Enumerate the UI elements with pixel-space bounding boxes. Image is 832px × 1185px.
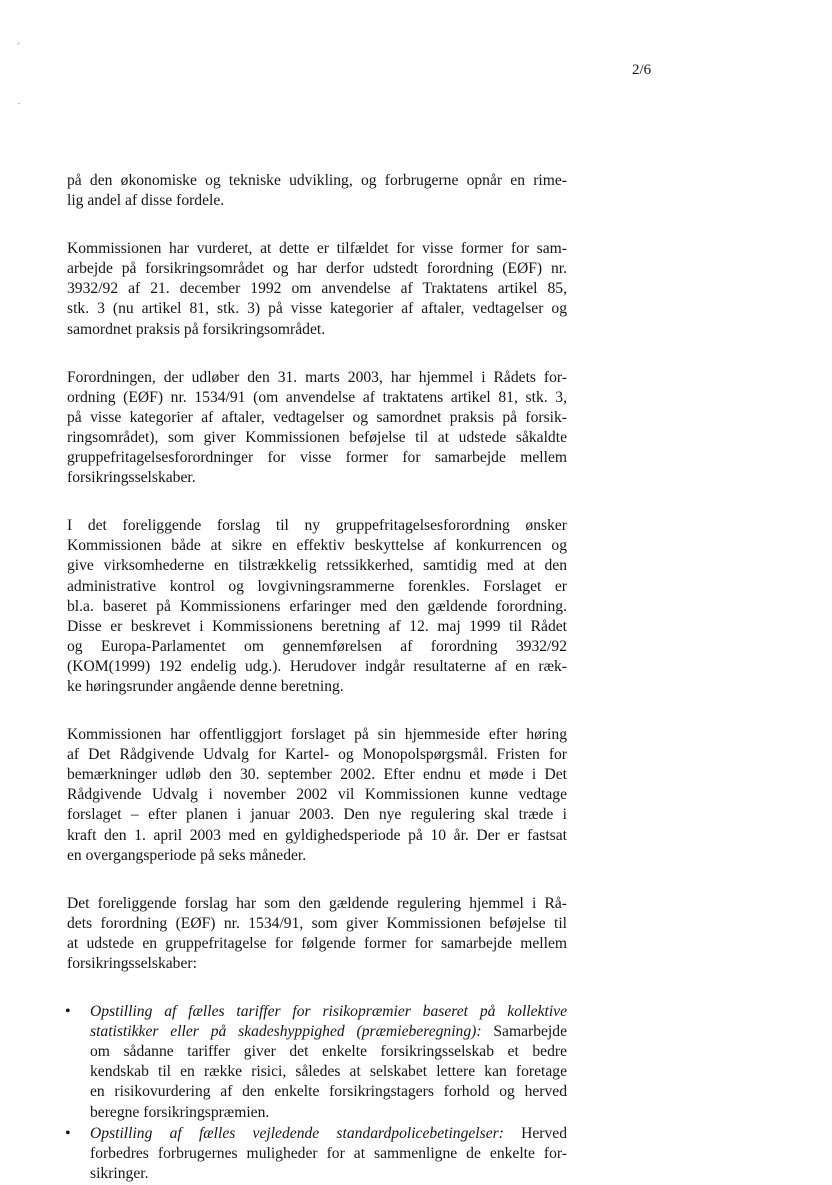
text-line: give virksomhederne en tilstrækkelig retssikkerhed, samtidig med at den	[67, 557, 567, 575]
paragraph	[67, 171, 567, 211]
text-line: bemærkninger udløb den 30. september 2002. Efter endnu et møde i Det	[67, 766, 567, 784]
paragraph	[67, 368, 567, 489]
text-line: at udstede en gruppefritagelse for følgende former for samarbejde mellem	[67, 934, 567, 952]
text-line: kraft den 1. april 2003 med en gyldighedsperiode på 10 år. Der er fastsat	[67, 826, 567, 844]
text-line: beregne forsikringspræmien.	[90, 1103, 270, 1121]
text-line	[90, 1124, 567, 1144]
text-line: Kommissionen har offentliggjort forslaget på sin hjemmeside efter høring	[67, 726, 567, 744]
text-line: af Det Rådgivende Udvalg for Kartel- og Monopolspørgsmål. Fristen for	[67, 746, 567, 764]
text-line: en overgangsperiode på seks måneder.	[67, 846, 307, 864]
text-line: 3932/92 af 21. december 1992 om anvendelse af Traktatens artikel 85,	[67, 280, 567, 298]
text-line: stk. 3 (nu artikel 81, stk. 3) på visse kategorier af aftaler, vedtagelser og	[67, 300, 567, 318]
paragraph	[67, 894, 567, 974]
list-item	[65, 1002, 567, 1123]
text-line: forsikringsselskaber:	[67, 955, 197, 972]
text-line: administrative kontrol og lovgivningsrammerne forenkles. Forslaget er	[67, 577, 567, 595]
bullet-icon: •	[65, 1003, 71, 1021]
text-line: samordnet praksis på forsikringsområdet.	[67, 320, 326, 338]
list-item	[65, 1124, 567, 1184]
text-line: ringsområdet), som giver Kommissionen beføjelse til at udstede såkaldte	[67, 428, 567, 446]
text-run: Herved	[503, 1124, 567, 1142]
scan-speck	[17, 42, 20, 45]
text-line: på den økonomiske og tekniske udvikling, og forbrugerne opnår en rime-	[67, 172, 567, 189]
italic-heading: statistikker eller på skadeshyppighed (præmieberegning):	[90, 1023, 482, 1041]
text-line: arbejde på forsikringsområdet og har derfor udstedt forordning (EØF) nr.	[67, 260, 567, 278]
text-line: ke høringsrunder angående denne beretning.	[67, 677, 344, 695]
scan-speck	[18, 103, 20, 104]
text-line: forslaget – efter planen i januar 2003. Den nye regulering skal træde i	[67, 806, 567, 824]
text-line: ordning (EØF) nr. 1534/91 (om anvendelse af traktatens artikel 81, stk. 3,	[67, 388, 567, 406]
text-line: Opstilling af fælles tariffer for risikopræmier baseret på kollektive	[90, 1003, 567, 1021]
text-line: kendskab til en række risici, således at selskabet lettere kan foretage	[90, 1063, 567, 1081]
text-line: Det foreliggende forslag har som den gældende regulering hjemmel i Rå-	[67, 894, 567, 912]
text-line: forbedres forbrugernes muligheder for at sammenligne de enkelte for-	[90, 1144, 567, 1162]
paragraph	[67, 239, 567, 339]
paragraph	[67, 516, 567, 697]
text-line: Disse er beskrevet i Kommissionens beretning af 12. maj 1999 til Rådet	[67, 617, 567, 635]
text-line	[90, 1022, 567, 1042]
text-line: Kommissionen har vurderet, at dette er tilfældet for visse former for sam-	[67, 240, 567, 258]
text-line: lig andel af disse fordele.	[67, 192, 225, 210]
text-line: Rådgivende Udvalg i november 2002 vil Kommissionen kunne vedtage	[67, 786, 567, 804]
document-body	[67, 171, 567, 1185]
text-run: Samarbejde	[481, 1023, 567, 1041]
text-line: (KOM(1999) 192 endelig udg.). Herudover indgår resultaterne af en ræk-	[67, 657, 567, 675]
text-line: og Europa-Parlamentet om gennemførelsen af forordning 3932/92	[67, 637, 567, 655]
text-line: dets forordning (EØF) nr. 1534/91, som giver Kommissionen beføjelse til	[67, 914, 567, 932]
text-line: gruppefritagelsesforordninger for visse former for samarbejde mellem	[67, 449, 567, 467]
text-line: en risikovurdering af den enkelte forsikringstagers forhold og herved	[90, 1083, 567, 1101]
text-line: Forordningen, der udløber den 31. marts 2003, har hjemmel i Rådets for-	[67, 368, 567, 386]
text-line: på visse kategorier af aftaler, vedtagelser og samordnet praksis på forsik-	[67, 408, 567, 426]
text-line: bl.a. baseret på Kommissionens erfaringer med den gældende forordning.	[67, 597, 567, 615]
page-number: 2/6	[632, 62, 652, 78]
paragraph	[67, 725, 567, 866]
bullet-icon: •	[65, 1124, 71, 1142]
text-line: I det foreliggende forslag til ny gruppefritagelsesforordning ønsker	[67, 517, 567, 535]
text-line: Kommissionen både at sikre en effektiv beskyttelse af konkurrencen og	[67, 537, 567, 555]
italic-heading: Opstilling af fælles vejledende standardpolicebetingelser:	[90, 1124, 504, 1142]
text-line: om sådanne tariffer giver det enkelte forsikringsselskab et bedre	[90, 1043, 567, 1061]
text-line: sikringer.	[90, 1164, 149, 1182]
bullet-list	[67, 1002, 567, 1184]
text-line: forsikringsselskaber.	[67, 469, 196, 487]
